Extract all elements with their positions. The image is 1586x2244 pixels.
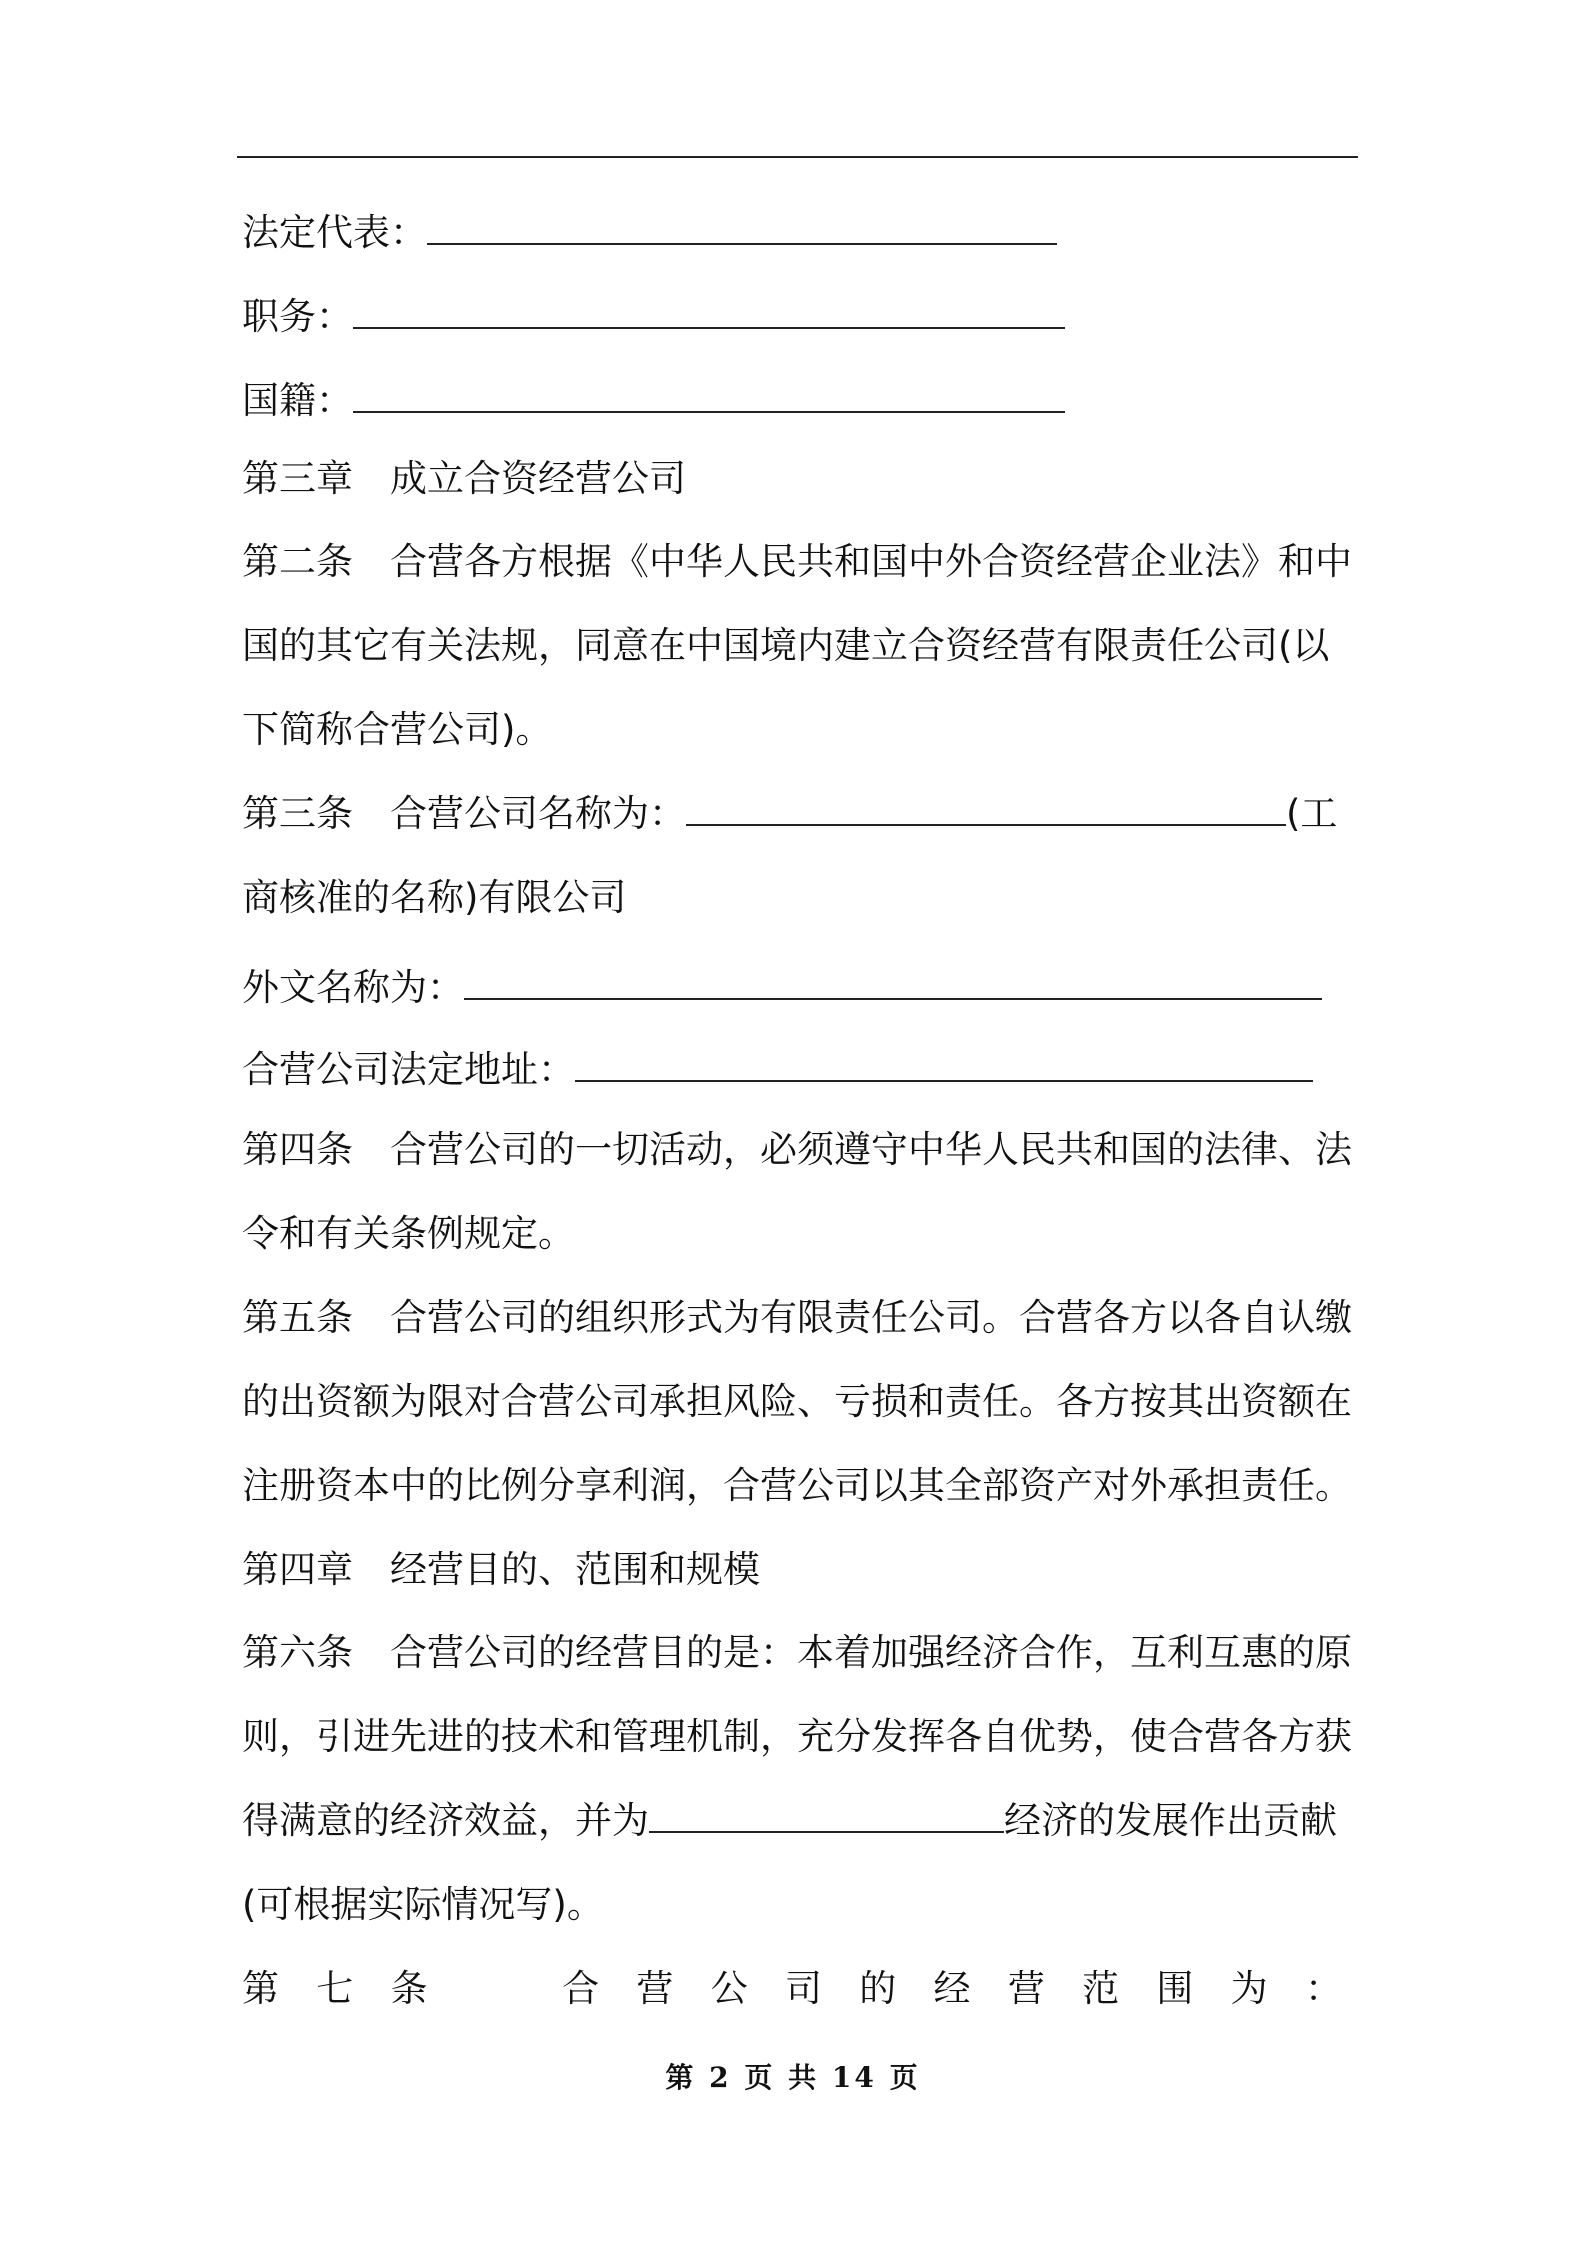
company-name-blank xyxy=(686,790,1286,826)
article-2-line-3: 下简称合营公司)。 xyxy=(242,708,553,751)
article-2-line-1: 第二条 合营各方根据《中华人民共和国中外合资经营企业法》和中 xyxy=(242,540,1352,583)
article-7-char: 七 xyxy=(316,1967,354,2010)
chapter-4-heading: 第四章 经营目的、范围和规模 xyxy=(242,1548,760,1591)
article-3-line-2: 商核准的名称)有限公司 xyxy=(242,876,627,919)
legal-address-line xyxy=(242,1045,1313,1095)
article-2-line-2: 国的其它有关法规，同意在中国境内建立合资经营有限责任公司(以 xyxy=(242,624,1330,667)
article-4-line-1: 第四条 合营公司的一切活动，必须遵守中华人民共和国的法律、法 xyxy=(242,1128,1352,1171)
chapter-3-heading: 第三章 成立合资经营公司 xyxy=(242,457,686,500)
position-blank xyxy=(353,293,1065,329)
foreign-name-blank xyxy=(464,964,1322,1000)
article-7-char: 司 xyxy=(784,1967,822,2010)
position-line xyxy=(242,292,1065,342)
article-7-gap xyxy=(465,1964,525,2014)
article-7-char: 合 xyxy=(562,1967,600,2010)
article-7-char: 第 xyxy=(242,1967,279,2010)
article-3-line-1 xyxy=(242,789,1337,839)
legal-rep-line xyxy=(242,208,1057,258)
article-5-line-3: 注册资本中的比例分享利润，合营公司以其全部资产对外承担责任。 xyxy=(242,1464,1352,1507)
article-6-line-3 xyxy=(242,1796,1337,1846)
article-3-label: 第三条 合营公司名称为： xyxy=(242,792,686,835)
position-label: 职务： xyxy=(242,295,353,338)
nationality-label: 国籍： xyxy=(242,379,353,422)
economy-blank xyxy=(649,1797,1004,1833)
legal-address-label: 合营公司法定地址： xyxy=(242,1048,575,1091)
article-7-char: 经 xyxy=(933,1967,971,2010)
article-7-char: 公 xyxy=(710,1967,748,2010)
article-6-line-3-end: 经济的发展作出贡献 xyxy=(1004,1799,1337,1842)
page-number-footer: 第 2 页 共 14 页 xyxy=(665,2061,921,2094)
legal-address-blank xyxy=(575,1046,1313,1082)
article-7-char: 营 xyxy=(636,1967,674,2010)
article-6-line-3-start: 得满意的经济效益，并为 xyxy=(242,1799,649,1842)
article-7-line xyxy=(242,1964,1342,2014)
article-7-char: 为 xyxy=(1230,1967,1268,2010)
article-7-char: 的 xyxy=(859,1967,897,2010)
foreign-name-line xyxy=(242,963,1322,1013)
article-7-char: 围 xyxy=(1156,1967,1194,2010)
legal-rep-blank xyxy=(427,209,1057,245)
foreign-name-label: 外文名称为： xyxy=(242,966,464,1009)
article-7-char: 营 xyxy=(1007,1967,1045,2010)
article-7-char: 条 xyxy=(390,1967,428,2010)
article-7-char: ： xyxy=(1304,1967,1342,2010)
article-4-line-2: 令和有关条例规定。 xyxy=(242,1212,575,1255)
article-5-line-2: 的出资额为限对合营公司承担风险、亏损和责任。各方按其出资额在 xyxy=(242,1380,1352,1423)
article-6-line-1: 第六条 合营公司的经营目的是：本着加强经济合作，互利互惠的原 xyxy=(242,1631,1352,1674)
article-5-line-1: 第五条 合营公司的组织形式为有限责任公司。合营各方以各自认缴 xyxy=(242,1296,1352,1339)
article-6-line-4: (可根据实际情况写)。 xyxy=(242,1883,604,1926)
article-3-suffix: (工 xyxy=(1286,792,1338,835)
nationality-line xyxy=(242,376,1065,426)
legal-rep-label: 法定代表： xyxy=(242,211,427,254)
article-6-line-2: 则，引进先进的技术和管理机制，充分发挥各自优势，使合营各方获 xyxy=(242,1715,1352,1758)
article-7-char: 范 xyxy=(1082,1967,1120,2010)
header-rule xyxy=(237,156,1358,158)
nationality-blank xyxy=(353,377,1065,413)
